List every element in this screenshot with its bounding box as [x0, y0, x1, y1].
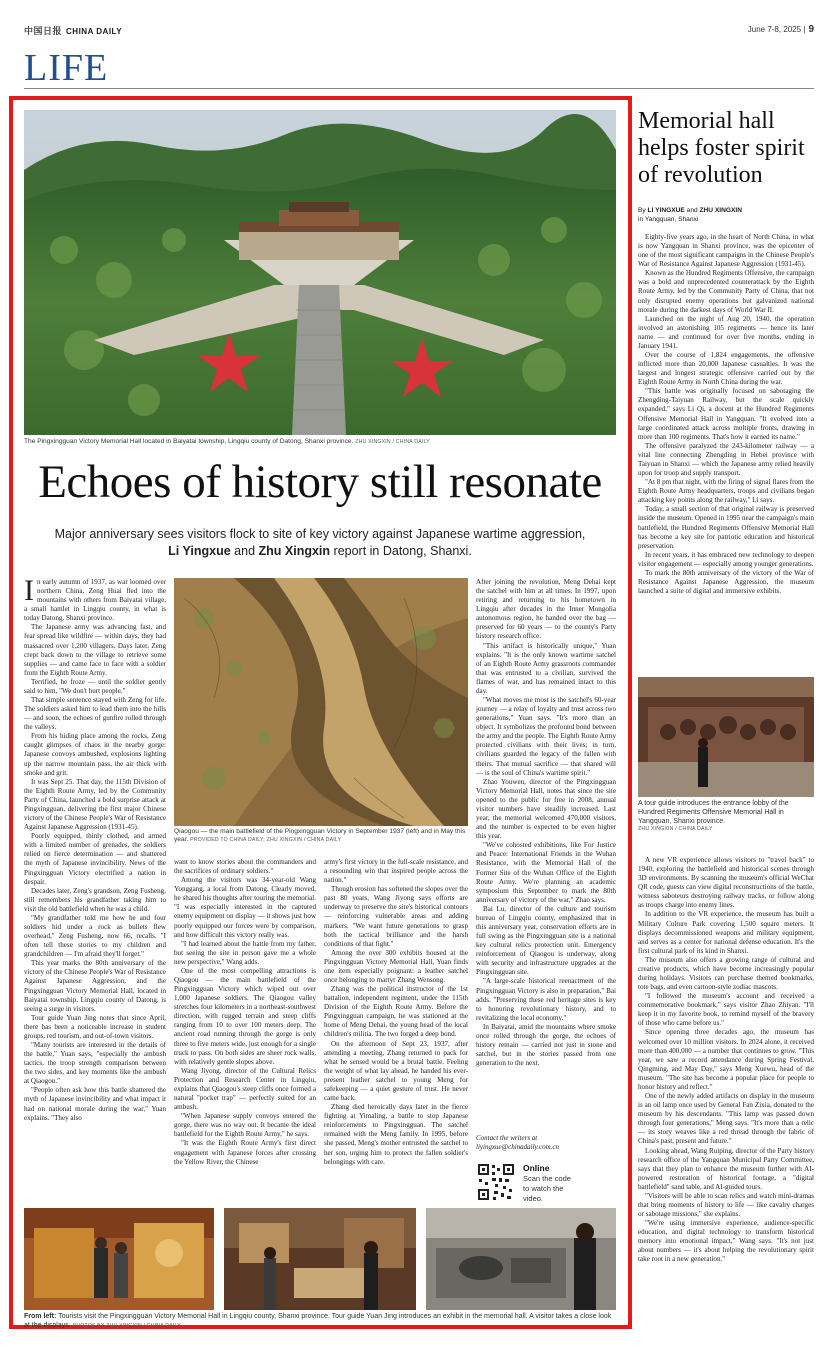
- hero-photo: [24, 110, 616, 435]
- gorge-caption-text: Qiaogou — the main battlefield of the Pingxingguan Victory in September 1937 (left) and in May this year.: [174, 828, 466, 844]
- logo-chinese: 中国日报: [24, 26, 63, 36]
- side-author-2: ZHU XINGXIN: [699, 207, 743, 214]
- article-paragraph: On the afternoon of Sept 23, 1937, after attending a meeting, Zhang returned to pack for what he sensed would be a brutal battle. Feeling the weight of what lay ahead, he handed his ever-present leather satchel to young Meng for safekeeping — a quiet gesture of trust. He never came back.: [324, 1039, 468, 1103]
- article-paragraph: Known as the Hundred Regiments Offensive, the campaign was a bold and unprecedented counterattack by the Eighth Route Army, led by the Community Party of China, that not only disrupted enemy operations but galvanized national morale during the darkest days of World War II.: [638, 269, 814, 314]
- article-paragraph: Decades later, Zeng's grandson, Zeng Fusheng, still remembers his grandfather taking him to visit the old battlefield when he was a child.: [24, 886, 166, 913]
- logo-text: CHINA DAILY: [66, 27, 123, 36]
- tour-guide-exhibit-image: [224, 1208, 416, 1310]
- article-paragraph: "When Japanese supply convoys entered the gorge, there was no way out. It became the ideal battlefield for the Eighth Route Army," he says.: [174, 1112, 316, 1139]
- article-paragraph: Zhao Youwen, director of the Pingxingguan Victory Memorial Hall, notes that since the site opened to the public for free in 2008, annual visitor numbers have steadily increased. Last year, the memorial welcomed 470,000 visitors, and the number is expected to be even higher this year.: [476, 777, 616, 841]
- visitor-displays-image: [426, 1208, 616, 1310]
- masthead: [24, 22, 814, 38]
- article-paragraph: Today, a small section of that original railway is preserved inside the museum. Opened in 1995 near the campaign's main battlefield, the Hundred Regiments Offensive Memorial Hall has become a key site for patriotic education and historical preservation.: [638, 505, 814, 550]
- article-paragraph: Among the over 300 exhibits housed at the Pingxingguan Victory Memorial Hall, Yuan finds one item especially poignant: a leather satchel once belonging to martyr Zhang Wensong.: [324, 948, 468, 985]
- article-paragraph: It was Sept 25. That day, the 115th Division of the Eighth Route Army, led by the Community Party of China, launched a bold surprise attack at Pingxingguan, delivering the first major Chinese victory of the Chinese People's War of Resistance Against Japanese Aggression (1931-45).: [24, 777, 166, 832]
- article-paragraph: After joining the revolution, Meng Dehai kept the satchel with him at all times. In 1997, upon retiring and returning to his hometown in Lingqiu after decades in the Inner Mongolia autonomous region, he handed over the bag — preserved for 60 years — to the county's Party history research office.: [476, 578, 616, 641]
- article-paragraph: Zhang was the political instructor of the 1st battalion, independent regiment, under the 115th Division of the Eighth Route Army. Before the Pingxingguan campaign, he was stationed at the home of Meng Dehai, the young head of the local children's militia. The two forged a deep bond.: [324, 985, 468, 1039]
- article-paragraph: "This artifact is historically unique," Yuan explains. "It is the only known wartime satchel of an Eighth Route Army grassroots commander that was entrusted to a civilian, survived the flames of war, and has remained intact to this day.: [476, 641, 616, 695]
- hero-caption-text: The Pingxingguan Victory Memorial Hall located in Baiyatai township, Lingqiu county of Datong, Shanxi province.: [24, 438, 354, 445]
- qr-code-icon[interactable]: [476, 1162, 516, 1202]
- article-paragraph: Terrified, he froze — until the soldier gently said to him, "We don't hurt people.": [24, 677, 166, 695]
- article-paragraph: One of the newly added artifacts on display in the museum is an oil lamp once used by General Fan Zixia, donated to the museum by his descendants. "This lamp was passed down through four generations," Meng says. "It's more than a relic — its story weaves like a red thread through the fabric of China's past, present and future.": [638, 1092, 814, 1146]
- contact-label: Contact the writers at: [476, 1134, 538, 1142]
- bottom-caption: [24, 1313, 616, 1331]
- article-paragraph: Launched on the night of Aug 20, 1940, the operation involved an astonishing 105 regiments — hence its later name — and continued for over five months, ending in January 1941.: [638, 314, 814, 350]
- memorial-lobby-image: [638, 677, 814, 797]
- side-photo: [638, 677, 814, 797]
- bottom-credit: PHOTOS BY ZHU XINGXIN / CHINA DAILY: [72, 1322, 181, 1329]
- article-paragraph: In recent years, it has embraced new technology to deepen visitor engagement — especially among younger generations.: [638, 550, 814, 568]
- online-line: Scan the code: [523, 1174, 571, 1184]
- gorge-credit: PROVIDED TO CHINA DAILY; ZHU XINGXIN / CHINA DAILY: [190, 837, 342, 844]
- article-paragraph: In Baiyatai, amid the mountains where smoke once rolled through the gorge, the echoes of history remain — carried not just in stone and satchel, but in the stories passed from one generation to the next.: [476, 1022, 616, 1068]
- date-text: June 7-8, 2025 |: [747, 25, 806, 34]
- side-byline: [638, 207, 816, 224]
- visitors-museum-image: [24, 1208, 214, 1310]
- header-divider: [24, 88, 814, 89]
- article-paragraph: Looking ahead, Wang Ruiping, director of the Party history research office of the Yangquan Municipal Party Committee, says that they plan to enhance the museum further with AI-powered restoration of historical footage, a "digital battlefield" sand table, and AI-guided tours.: [638, 1146, 814, 1191]
- side-byline-and: and: [686, 207, 698, 214]
- article-paragraph: "Many tourists are interested in the details of the battle," Yuan says, "especially the ambush tactics, the troop strength comparison between the two sides, and key moments like the ambush at Qiaogou.": [24, 1040, 166, 1086]
- deck: [50, 526, 590, 560]
- issue-date: [748, 24, 814, 35]
- article-column-3: [324, 858, 468, 1167]
- article-paragraph: That simple sentence stayed with Zeng for life. The soldiers asked him to lead them into the hills — and soon, the echoes of gunfire rolled through the valleys.: [24, 696, 166, 732]
- article-paragraph: "It was the Eighth Route Army's first direct engagement with Japanese forces after crossing the Yellow River, the Chinese: [174, 1139, 316, 1166]
- article-paragraph: This year marks the 80th anniversary of the victory of the Chinese People's War of Resistance Against Japanese Aggression, and the Pingxingguan Victory Memorial Hall, located in Baiyatai township, Lingqiu county of Datong, is seeing a surge in visitors.: [24, 959, 166, 1013]
- writer-contact: [476, 1134, 616, 1152]
- online-line: video.: [523, 1193, 544, 1203]
- side-column-top: [638, 233, 814, 596]
- side-headline: Memorial hall helps foster spirit of revolution: [638, 108, 805, 188]
- bottom-photo-2: [224, 1208, 416, 1310]
- page-number: 9: [808, 24, 814, 35]
- gorge-photo: [174, 578, 468, 826]
- article-paragraph: One of the most compelling attractions is Qiaogou — the main battlefield of the Pingxingguan Victory which wiped out over 1,000 Japanese soldiers. The Qiaogou valley stretches four kilometers in a northeast-southwest direction, with rugged terrain and steep cliffs ranging from 10 to over 100 meters deep. The ancient road running through the gorge is only three to five meters wide, just enough for a single truck to pass. On both sides are sheer rock walls, with relatively gentle slopes above.: [174, 966, 316, 1066]
- deck-and: and: [234, 543, 256, 558]
- section-title: LIFE: [24, 47, 109, 89]
- side-column-bottom: [638, 856, 814, 1265]
- article-paragraph: To mark the 80th anniversary of the victory of the War of Resistance Against Japanese Aggression, the museum launched a suite of digital and immersive exhibits.: [638, 568, 814, 596]
- article-paragraph: The offensive paralyzed the 243-kilometer railway — a vital line connecting Zhengding in Hebei province with Taiyuan in Shanxi — which the Japanese army relied heavily upon for troop and supply transport.: [638, 441, 814, 478]
- article-paragraph: Wang Jiyong, director of the Cultural Relics Protection and Research Center in Lingqiu, explains that Qiaogou's steep cliffs once formed a natural "pocket trap" — perfectly suited for an ambush.: [174, 1066, 316, 1112]
- article-paragraph: Tour guide Yuan Jing notes that since April, there has been a noticeable increase in student groups, red tourism, and out-of-town visitors.: [24, 1013, 166, 1040]
- online-line: to watch the: [523, 1183, 564, 1193]
- article-paragraph: Bai Lu, director of the culture and tourism bureau of Lingqiu county, emphasized that in this anniversary year, conservation efforts are in full swing as the Pingxingguan site is a national key cultural relics protection unit. Emergency reinforcement of Qiaogou is underway, along with security and infrastructure upgrades at the Pingxingguan site.: [476, 904, 616, 977]
- online-note: [523, 1163, 571, 1203]
- article-paragraph: Since opening three decades ago, the museum has welcomed over 10 million visitors. In 2024 alone, it received more than 400,000 — a number that continues to grow. "This year, we saw a record attendance during Spring Festival, Qingming, and May Day," says Meng Xuewu, head of the museum. "The site has become a popular place for people to honor history and reflect.": [638, 1028, 814, 1091]
- article-paragraph: A new VR experience allows visitors to "travel back" to 1940, exploring the battlefield and historical scenes through 3D environments. By scanning the museum's official WeChat QR code, guests can view digital reconstructions of the battle, witness saboteurs destroying railway tracks, or follow along as troops charge into enemy lines.: [638, 856, 814, 910]
- side-photo-credit: ZHU XINGXIN / CHINA DAILY: [638, 826, 713, 833]
- memorial-hall-aerial-image: [24, 110, 616, 435]
- article-paragraph: "At 8 pm that night, with the firing of signal flares from the Eighth Route Army headquarters, troops and civilians began attacking key points along the railway," Li says.: [638, 478, 814, 505]
- article-paragraph: In addition to the VR experience, the museum has built a Military Culture Park covering 1,500 square meters. It displays decommissioned weapons and military equipment, and serves as a center for national defense education. It's the first cultural park of its kind in Shanxi.: [638, 910, 814, 955]
- article-paragraph: "I had learned about the battle from my father, but seeing the site in person gave me a whole new perspective," Wang adds.: [174, 939, 316, 966]
- article-column-2: [174, 858, 316, 1167]
- article-paragraph: "My grandfather told me how he and four soldiers hid under a rock as bullets flew overhead," Zeng Fusheng, now 66, recalls. "I often tell these stories to my children and grandchildren — I'm afraid they'll forget.": [24, 913, 166, 959]
- article-paragraph: Over the course of 1,824 engagements, the offensive inflicted more than 20,000 Japanese casualties. It was the largest and longest strategic offensive carried out by the Eighth Route Army in North China during the war.: [638, 351, 814, 387]
- article-paragraph: Though erosion has softened the slopes over the past 80 years, Wang Jiyong says efforts are underway to preserve the site's historical contours — reinforcing vulnerable areas and adding markers. "We want future generations to grasp both the tactical brilliance and the harsh conditions of that fight.": [324, 885, 468, 948]
- article-column-4: [476, 578, 616, 1068]
- side-dateline: in Yangquan, Shanxi: [638, 215, 699, 223]
- side-photo-caption: [638, 800, 814, 833]
- article-paragraph: The Japanese army was advancing fast, and fear spread like wildfire — within days, they had massacred over 1,200 villagers. Days later, Zeng crept back down to the village to retrieve some supplies — and came face to face with a soldier from the Eighth Route Army.: [24, 623, 166, 677]
- article-paragraph: In early autumn of 1937, as war loomed over northern China, Zeng Huai fled into the mountains with others from Baiyatai village, a small hamlet in Lingqiu county, in what is today Datong, Shanxi province.: [24, 574, 166, 623]
- gorge-caption: [174, 828, 468, 844]
- bottom-photo-1: [24, 1208, 214, 1310]
- bottom-caption-text: Tourists visit the Pingxingguan Victory Memorial Hall in Lingqiu county, Shanxi province. Tour guide Yuan Jing introduces an exhibit in the memorial hall. A visitor takes a close look at the displays.: [24, 1313, 612, 1329]
- article-column-1: [24, 574, 166, 1123]
- article-paragraph: "What moves me most is the satchel's 60-year journey — a relay of loyalty and trust across two generations," Yuan says. "It's more than an object. It symbolizes the profound bond between the army and the people. The Eighth Route Army protected civilians with their lives; in turn, civilians guarded the legacy of the fallen with theirs. That mutual sacrifice — that shared will — is the soul of China's wartime spirit.": [476, 696, 616, 777]
- article-paragraph: Among the visitors was 34-year-old Wang Yonggang, a local from Datong. Clearly moved, he shared his thoughts after touring the memorial. "I was especially interested in the captured enemy equipment on display — it shows just how poorly equipped our forces were by comparison, and how difficult this victory really was.: [174, 876, 316, 939]
- hero-credit: ZHU XINGXIN / CHINA DAILY: [355, 439, 430, 445]
- bottom-caption-lead: From left:: [24, 1313, 57, 1320]
- article-paragraph: want to know stories about the commanders and the sacrifices of ordinary soldiers.": [174, 858, 316, 876]
- article-paragraph: "People often ask how this battle shattered the myth of Japanese invincibility and what impact it had on national morale during the war," Yuan explains. "They also: [24, 1086, 166, 1122]
- main-headline: Echoes of history still resonate: [38, 456, 602, 508]
- side-author-1: LI YINGXUE: [647, 207, 685, 214]
- article-paragraph: The museum also offers a growing range of cultural and creative products, which have become increasingly popular during holidays. Visitors can purchase themed bookmarks, tote bags, and even cartoon-style zodiac mascots.: [638, 955, 814, 992]
- contact-email[interactable]: liyingxue@chinadaily.com.cn: [476, 1143, 560, 1152]
- article-paragraph: Poorly equipped, thinly clothed, and armed with a limited number of grenades, the soldiers relied on fierce determination — and shattered the myth of Japanese invincibility. News of the Pingxingguan Victory electrified a nation in despair.: [24, 832, 166, 886]
- side-photo-caption-text: A tour guide introduces the entrance lobby of the Hundred Regiments Offensive Memorial Hall in Yangquan, Shanxi province.: [638, 800, 789, 825]
- article-paragraph: army's first victory in the full-scale resistance, and a resounding win that inspired people across the nation.": [324, 858, 468, 885]
- article-paragraph: Eighty-five years ago, in the heart of North China, in what is now Yangquan in Shanxi province, was the epicenter of one of the most significant campaigns in the Chinese People's War of Resistance Against Japanese Aggression (1931-45).: [638, 233, 814, 269]
- deck-lead: Major anniversary sees visitors flock to site of key victory against Japanese wartime aggression,: [54, 527, 586, 541]
- hero-caption: [24, 438, 616, 446]
- article-paragraph: From his hiding place among the rocks, Zeng caught glimpses of chaos in the nearby gorge: Japanese convoys ambushed, explosions lighting up the narrow mountain pass, the air thick with smoke and grit.: [24, 732, 166, 777]
- article-paragraph: "I followed the museum's account and received a commemorative bookmark," says visitor Zhao Zhiyan. "I'll keep it in my favorite book, to remind myself of the bravery of those who came before us.": [638, 992, 814, 1028]
- deck-tail: report in Datong, Shanxi.: [333, 543, 472, 558]
- online-title: Online: [523, 1163, 550, 1173]
- article-paragraph: "We're using immersive experience, audience-specific education, and digital technology to transform historical memory into emotional impact," Wang says. "It's not just about numbers — it's about helping the revolutionary spirit take root in a new generation.": [638, 1219, 814, 1264]
- bottom-photo-3: [426, 1208, 616, 1310]
- side-byline-by: By: [638, 207, 646, 214]
- deck-author-2: Zhu Xingxin: [258, 543, 331, 558]
- drop-cap: I: [24, 574, 34, 607]
- deck-author-1: Li Yingxue: [168, 543, 231, 558]
- qiaogou-gorge-image: [174, 578, 468, 826]
- article-paragraph: Zhang died heroically days later in the fierce fighting at Yimaling, a battle to stop Japanese reinforcements to Pingxingguan. The satchel remained with the Meng family. In 1995, before she passed, Meng's mother entrusted the satchel to her son, urging him to protect the fallen soldier's belongings with care.: [324, 1103, 468, 1166]
- article-paragraph: "This battle was originally focused on sabotaging the Zhengding-Taiyuan Railway, but the scale quickly expanded," says Li Qi, a docent at the Hundred Regiments Offensive Memorial Hall in Yangquan. "It evolved into a large coordinated attack across multiple fronts, drawing in more than 100 regiments. That's how it earned its name.": [638, 387, 814, 441]
- article-paragraph: "A large-scale historical reenactment of the Pingxingguan Victory is also in preparation," Bai adds. "Preserving these red heritage sites is key to honoring revolutionary history, and to revitalizing the local economy.": [476, 977, 616, 1022]
- newspaper-logo: [24, 24, 122, 37]
- article-paragraph: "Visitors will be able to scan relics and watch mini-dramas that bring moments of history to life — like cavalry charges or sabotage missions," she explains.: [638, 1191, 814, 1219]
- article-paragraph: "We've cohosted exhibitions, like For Justice and Peace: International Friends in the Wuhan Resistance, with the Memorial Hall of the Former Site of the Wuhan Office of the Eighth Route Army. We're planning an academic symposium this September to mark the 80th anniversary of victory of the war," Zhao says.: [476, 841, 616, 904]
